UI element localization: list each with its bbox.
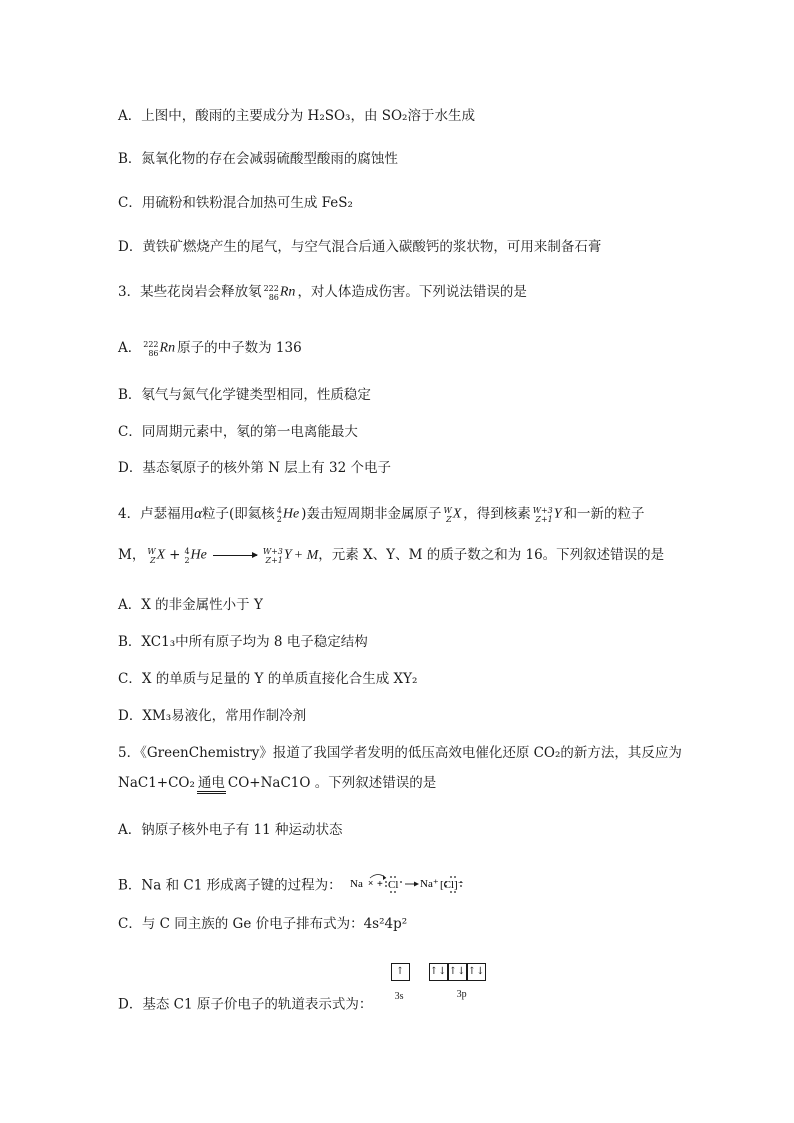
plus-sign: +: [169, 547, 181, 563]
q4-option-c: C．X 的单质与足量的 Y 的单质直接化合生成 XY₂: [118, 671, 418, 687]
nuclide-y: [263, 545, 292, 566]
iso-z: Z+1: [265, 555, 283, 565]
iso-symbol: Y: [283, 547, 292, 563]
radon-isotope: [264, 282, 296, 303]
reaction-arrow: [213, 555, 257, 556]
iso-symbol: X: [452, 506, 462, 522]
iso-mass: W: [443, 505, 452, 515]
alpha-symbol: α: [194, 506, 202, 522]
q4-option-a: A．X 的非金属性小于 Y: [118, 597, 263, 613]
radon-isotope-a: [143, 338, 175, 359]
iso-symbol: Rn: [279, 284, 296, 300]
q4-text: ，元素 X、Y、M 的质子数之和为 16。下列叙述错误的是: [318, 547, 665, 563]
na-ion: Na⁺: [419, 878, 439, 890]
q3-a-text: 原子的中子数为 136: [177, 340, 302, 356]
iso-z: 86: [268, 292, 279, 302]
electron-cross: ×: [367, 878, 374, 888]
q3-stem-text-2: ，对人体造成伤害。下列说法错误的是: [297, 284, 527, 300]
q5-stem-line1: 5．《GreenChemistry》报道了我国学者发明的低压高效电催化还原 CO₂的新方法，其反应为: [118, 745, 682, 761]
helium-nucleus: [277, 504, 299, 525]
q2-option-d: D．黄铁矿燃烧产生的尾气，与空气混合后通入碳酸钙的浆状物，可用来制备石膏: [118, 239, 602, 255]
q4-text: 和一新的粒子: [563, 506, 645, 522]
orbital-diagram: [381, 966, 511, 1013]
electrolysis-condition: 通电: [197, 775, 226, 794]
nuclide-x: [443, 504, 461, 525]
q2-option-b: B．氮氧化物的存在会减弱硫酸型酸雨的腐蚀性: [118, 151, 398, 167]
q5-option-c: C．与 C 同主族的 Ge 价电子排布式为：4s²4p²: [118, 916, 408, 932]
q4-text: 4．卢瑟福用: [118, 506, 195, 522]
q5-text: CO+NaC1O 。下列叙述错误的是: [227, 775, 437, 791]
orbital-3p-box: ↑↓: [429, 963, 448, 981]
label-3p: 3p: [456, 989, 467, 1000]
iso-symbol: He: [282, 506, 300, 522]
q5-text: NaC1+CO₂: [118, 775, 195, 791]
q3-stem: [118, 282, 527, 303]
iso-symbol: He: [190, 547, 207, 563]
q4-stem-line2: [118, 545, 664, 566]
iso-z: Z: [446, 514, 452, 524]
iso-mass: W+3: [532, 505, 553, 515]
q3-a-label: A．: [118, 340, 142, 356]
q3-option-c: C．同周期元素中，氡的第一电离能最大: [118, 424, 358, 440]
iso-mass: W: [147, 546, 156, 556]
q4-text: M，: [118, 547, 146, 563]
iso-z: 2: [276, 514, 282, 524]
q5-option-b: [118, 872, 483, 900]
label-3s: 3s: [394, 991, 404, 1002]
cl-ion: [Cl]⁻: [439, 879, 464, 891]
q3-option-d: D．基态氡原子的核外第 N 层上有 32 个电子: [118, 460, 391, 476]
q4-text: ，得到核素: [463, 506, 531, 522]
q4-stem-line1: [118, 504, 645, 525]
q5-stem-line2: [118, 773, 436, 794]
q5-option-d: [118, 966, 511, 1025]
na-atom: Na: [349, 878, 363, 890]
iso-z: 2: [184, 555, 190, 565]
q2-option-a: A．上图中，酸雨的主要成分为 H₂SO₃，由 SO₂溶于水生成: [118, 108, 475, 124]
iso-mass: 4: [184, 546, 190, 556]
iso-z: Z+1: [535, 514, 553, 524]
plus-m: + M: [293, 548, 319, 563]
iso-symbol: X: [156, 547, 166, 563]
q4-option-b: B．XC1₃中所有原子均为 8 电子稳定结构: [118, 634, 368, 650]
nuclide-y: [533, 504, 562, 525]
nuclide-x: [147, 545, 165, 566]
q3-option-b: B．氡气与氮气化学键类型相同，性质稳定: [118, 387, 371, 403]
q2-option-c: C．用硫粉和铁粉混合加热可生成 FeS₂: [118, 195, 353, 211]
ionic-bond-formation-diagram: [348, 872, 483, 900]
q4-option-d: D．XM₃易液化，常用作制冷剂: [118, 708, 307, 724]
reaction-arrowhead: [414, 882, 419, 887]
cl-atom: Cl: [387, 879, 399, 891]
q5-d-text: D．基态 C1 原子价电子的轨道表示式为：: [118, 996, 373, 1013]
q5-b-text: B．Na 和 C1 形成离子键的过程为：: [118, 877, 342, 894]
helium-nucleus: [184, 545, 206, 566]
q4-text: )轰击短周期非金属原子: [301, 506, 442, 522]
orbital-3s-box: ↑: [391, 963, 410, 981]
q3-option-a: [118, 338, 302, 359]
iso-z: Z: [150, 555, 156, 565]
iso-mass: 4: [276, 505, 282, 515]
orbital-3p-box: ↑↓: [467, 963, 486, 981]
iso-mass: 222: [263, 283, 279, 293]
q4-text: 粒子(即氦核: [201, 506, 275, 522]
plus-sign: +: [376, 879, 383, 890]
iso-mass: W+3: [262, 546, 283, 556]
iso-mass: 222: [143, 339, 159, 349]
iso-symbol: Y: [553, 506, 562, 522]
q5-option-a: A．钠原子核外电子有 11 种运动状态: [118, 822, 343, 838]
q3-stem-text: 3．某些花岗岩会释放氡: [118, 284, 262, 300]
orbital-3p-box: ↑↓: [448, 963, 467, 981]
iso-symbol: Rn: [159, 340, 176, 356]
iso-z: 86: [148, 348, 159, 358]
